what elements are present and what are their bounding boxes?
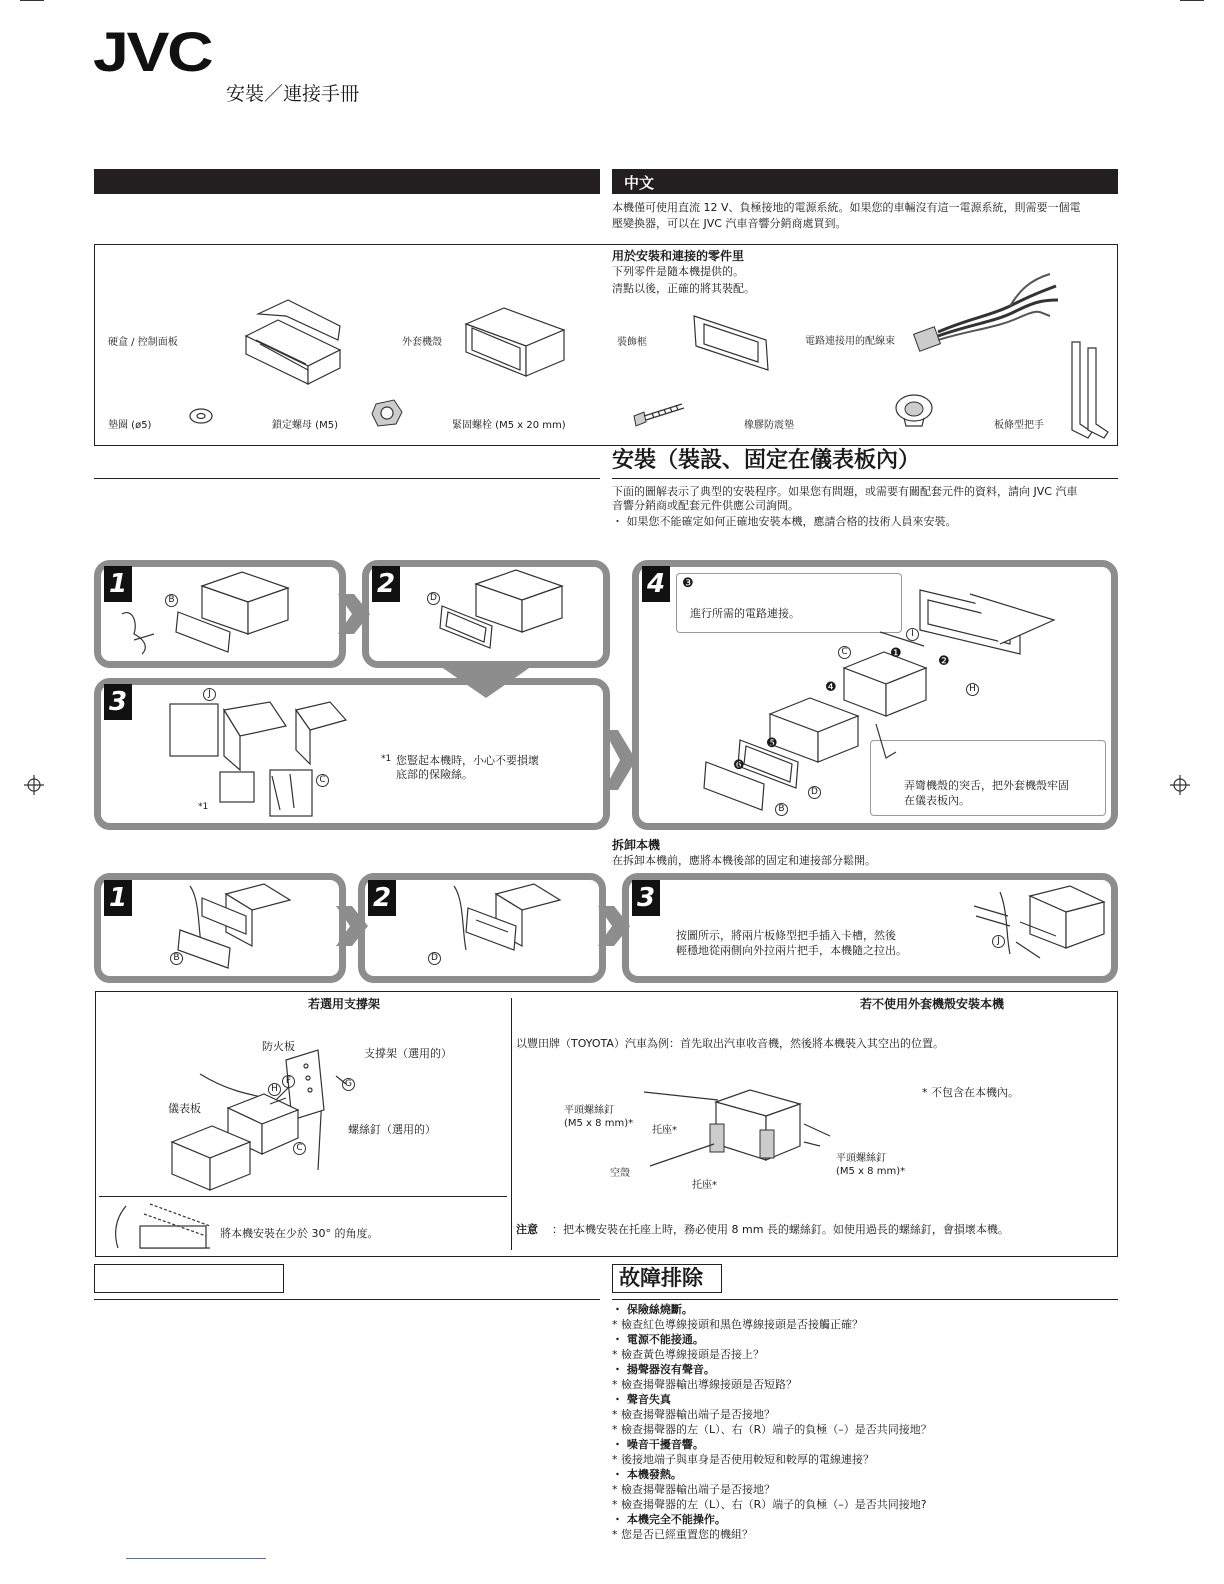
washer-icon — [188, 406, 214, 426]
troubleshooting-title: 故障排除 — [619, 1266, 703, 1290]
flat-screw-right-1: 平頭螺絲釘 — [836, 1153, 886, 1164]
installation-line-3: ・ 如果您不能確定如何正確地安裝本機，應請合格的技術人員來安裝。 — [612, 515, 957, 528]
bolt-icon — [630, 398, 686, 428]
trouble-item: * 檢查黃色導線接頭是否接上？ — [612, 1348, 764, 1361]
step4-circled-4: ❹ — [825, 680, 837, 695]
bracket-label-b: 托座* — [692, 1180, 717, 1191]
removal-step3-illustration — [970, 882, 1110, 972]
trouble-item: * 檢查揚聲器輸出導線接頭是否短路？ — [612, 1378, 797, 1391]
left-empty-title-box — [94, 1264, 284, 1293]
nut-icon — [370, 398, 404, 428]
step4-circled-6: ❻ — [733, 758, 745, 773]
removal-text-1: 按圖所示，將兩片板條型把手插入卡槽，然後 — [676, 929, 896, 942]
parts-title: 用於安裝和連接的零件里 — [612, 249, 745, 263]
step1-illustration — [112, 568, 292, 658]
bracket-support-label: 支撐架（選用的） — [364, 1047, 452, 1060]
no-sleeve-not-included: * 不包含在本機內。 — [922, 1086, 1019, 1099]
angle-illustration — [110, 1200, 214, 1254]
chinese-section-title: 中文 — [624, 174, 655, 192]
step2-illustration — [430, 566, 600, 656]
part-label-handles: 板條型把手 — [994, 420, 1044, 431]
part-label-trim: 裝飾框 — [617, 337, 647, 348]
removal-text-2: 輕穩地從兩側向外拉兩片把手，本機隨之拉出。 — [676, 944, 907, 957]
arrow-3-to-4 — [604, 720, 638, 800]
bracket-angle-note: 將本機安裝在少於 30° 的角度。 — [220, 1227, 379, 1240]
part-label-bolt: 緊固螺栓 (M5 x 20 mm) — [452, 420, 566, 431]
footer-blue-line — [126, 1558, 266, 1559]
crop-mark-right — [1180, 0, 1204, 1]
wiring-harness-icon — [910, 270, 1060, 370]
no-sleeve-note: ：把本機安裝在托座上時，務必使用 8 mm 長的螺絲釘。如使用過長的螺絲釘，會損壞本機。 — [552, 1223, 1009, 1236]
install-step-3-number: 3 — [104, 684, 132, 720]
removal1-marker-b: B — [170, 952, 183, 965]
bracket-angle-divider — [99, 1196, 507, 1197]
flat-screw-right-2: (M5 x 8 mm)* — [836, 1166, 906, 1177]
bracket-marker-g: G — [342, 1078, 355, 1091]
removal2-marker-d: D — [428, 952, 441, 965]
step1-marker-b: B — [165, 594, 178, 607]
no-sleeve-example: 以豐田牌（TOYOTA）汽車為例：首先取出汽車收音機，然後將本機裝入其空出的位置。 — [516, 1037, 944, 1050]
no-sleeve-illustration — [640, 1084, 840, 1184]
bracket-title: 若選用支撐架 — [308, 997, 381, 1011]
no-sleeve-note-label: 注意 — [516, 1223, 538, 1236]
trouble-item: ・ 噪音干擾音響。 — [612, 1438, 704, 1451]
step4-marker-h: H — [966, 683, 979, 696]
trouble-item: ・ 電源不能接通。 — [612, 1333, 704, 1346]
chinese-section-bar — [612, 169, 1118, 194]
manual-subtitle: 安裝／連接手冊 — [226, 83, 360, 105]
removal-title: 拆卸本機 — [612, 838, 661, 852]
installation-line-1: 下面的圖解表示了典型的安裝程序。如果您有問題，或需要有關配套元件的資料，請向 JVC 汽車 — [612, 485, 1078, 498]
removal-line: 在拆卸本機前，應將本機後部的固定和連接部分鬆開。 — [612, 854, 876, 867]
removal-step-1-number: 1 — [104, 880, 132, 916]
troubleshooting-list — [612, 1302, 1118, 1542]
trouble-item: ・ 本機完全不能操作。 — [612, 1513, 726, 1526]
bracket-marker-f: F — [282, 1075, 295, 1088]
removal3-marker-j: J — [992, 935, 1005, 948]
step4-bend-line-2: 在儀表板內。 — [904, 794, 970, 807]
removal-step1-illustration — [170, 880, 300, 970]
rubber-cushion-icon — [892, 392, 936, 430]
sleeve-icon — [462, 302, 568, 382]
handles-icon — [1062, 338, 1112, 442]
parts-line-1: 下列零件是隨本機提供的。 — [612, 265, 744, 278]
trouble-item: * 檢查紅色導線接頭和黑色導線接頭是否接觸正確？ — [612, 1318, 863, 1331]
trouble-item: * 檢查揚聲器輸出端子是否接地？ — [612, 1408, 775, 1421]
registration-mark-right — [1170, 775, 1190, 795]
step2-marker-d: D — [427, 592, 440, 605]
no-sleeve-title: 若不使用外套機殼安裝本機 — [860, 997, 1005, 1011]
crop-mark-left — [20, 0, 44, 1]
bracket-label-a: 托座* — [652, 1125, 677, 1136]
trouble-item: ・ 保險絲燒斷。 — [612, 1303, 693, 1316]
pocket-label: 空殼 — [610, 1168, 630, 1179]
step3-illustration — [160, 690, 370, 820]
trim-frame-icon — [688, 306, 778, 378]
bracket-firewall-label: 防火板 — [262, 1040, 295, 1053]
step4-bend-line-1: 弄彎機殼的突舌，把外套機殼牢固 — [904, 779, 1069, 792]
left-section-bar — [94, 169, 600, 194]
intro-line-2: 壓變換器，可以在 JVC 汽車音響分銷商處買到。 — [612, 217, 847, 230]
trouble-item: * 後接地端子與車身是否使用較短和較厚的電線連接？ — [612, 1453, 874, 1466]
install-step-1-number: 1 — [104, 566, 132, 602]
removal-step-3-number: 3 — [632, 880, 660, 916]
parts-line-2: 清點以後，正確的將其裝配。 — [612, 282, 755, 295]
mounting-options-divider — [511, 998, 512, 1250]
trouble-item: * 您是否已經重置您的機組？ — [612, 1528, 753, 1541]
left-divider-1 — [94, 478, 600, 479]
step3-note-line-2: 底部的保險絲。 — [396, 768, 473, 781]
step4-marker-b: B — [775, 803, 788, 816]
removal-arrow-2 — [598, 902, 632, 950]
trouble-item: ・ 揚聲器沒有聲音。 — [612, 1363, 715, 1376]
step4-sub-number: ❸ — [682, 576, 694, 591]
jvc-logo: JVC — [93, 20, 212, 83]
step4-illustration — [700, 584, 1060, 814]
intro-line-1: 本機僅可使用直流 12 V、負極接地的電源系統。如果您的車輛沒有這一電源系統，則需要一個電 — [612, 201, 1081, 214]
part-label-sleeve: 外套機殼 — [402, 337, 442, 348]
step3-callout-star: *1 — [198, 802, 209, 812]
step3-note-line-1: 您豎起本機時，小心不要損壞 — [396, 754, 539, 767]
step4-circled-2: ❷ — [938, 654, 950, 669]
trouble-item: * 檢查揚聲器的左（L）、右（R）端子的負極（–）是否共同接地？ — [612, 1423, 932, 1436]
troubleshooting-rule — [612, 1299, 1118, 1300]
installation-title: 安裝（裝設、固定在儀表板內） — [612, 448, 921, 473]
bracket-marker-h: H — [268, 1083, 281, 1096]
flat-screw-left-2: (M5 x 8 mm)* — [564, 1118, 634, 1129]
bracket-dashboard-label: 儀表板 — [168, 1102, 201, 1115]
trouble-item: ・ 本機發熱。 — [612, 1468, 682, 1481]
removal-step2-illustration — [440, 880, 570, 970]
hard-case-icon — [238, 296, 348, 388]
part-label-harness: 電路連接用的配線束 — [805, 336, 895, 347]
bracket-illustration — [166, 1040, 366, 1190]
trouble-item: * 檢查揚聲器輸出端子是否接地？ — [612, 1483, 775, 1496]
installation-line-2: 音響分銷商或配套元件供應公司詢問。 — [612, 499, 799, 512]
step4-marker-c: C — [838, 646, 851, 659]
step4-marker-i: I — [906, 628, 919, 641]
bracket-marker-c: C — [293, 1142, 306, 1155]
part-label-washer: 墊圈 (ø5) — [108, 420, 152, 431]
step4-circled-1: ❶ — [890, 646, 902, 661]
trouble-item: ・ 聲音失真 — [612, 1393, 671, 1406]
step4-marker-d: D — [808, 786, 821, 799]
step4-circled-5: ❺ — [766, 736, 778, 751]
step3-note-mark: *1 — [381, 754, 392, 764]
arrow-1-to-2 — [338, 590, 372, 638]
step4-connect-text: 進行所需的電路連接。 — [690, 607, 800, 620]
install-step-4-number: 4 — [642, 566, 670, 602]
trouble-item: * 檢查揚聲器的左（L）、右（R）端子的負極（–）是否共同接地? — [612, 1498, 927, 1511]
step3-marker-j: J — [203, 688, 216, 701]
arrow-2-to-3 — [440, 664, 534, 702]
installation-title-rule — [612, 478, 1118, 479]
part-label-cushion: 橡膠防震墊 — [744, 420, 794, 431]
registration-mark-left — [24, 775, 44, 795]
flat-screw-left-1: 平頭螺絲釘 — [564, 1105, 614, 1116]
bracket-screw-label: 螺絲釘（選用的） — [348, 1123, 436, 1136]
part-label-nut: 鎖定螺母 (M5) — [272, 420, 338, 431]
install-step-2-number: 2 — [372, 566, 400, 602]
removal-arrow-1 — [336, 902, 370, 950]
part-label-case: 硬盒 / 控制面板 — [108, 337, 178, 348]
removal-step-2-number: 2 — [368, 880, 396, 916]
step3-marker-c: C — [316, 774, 329, 787]
left-divider-2 — [94, 1299, 600, 1300]
